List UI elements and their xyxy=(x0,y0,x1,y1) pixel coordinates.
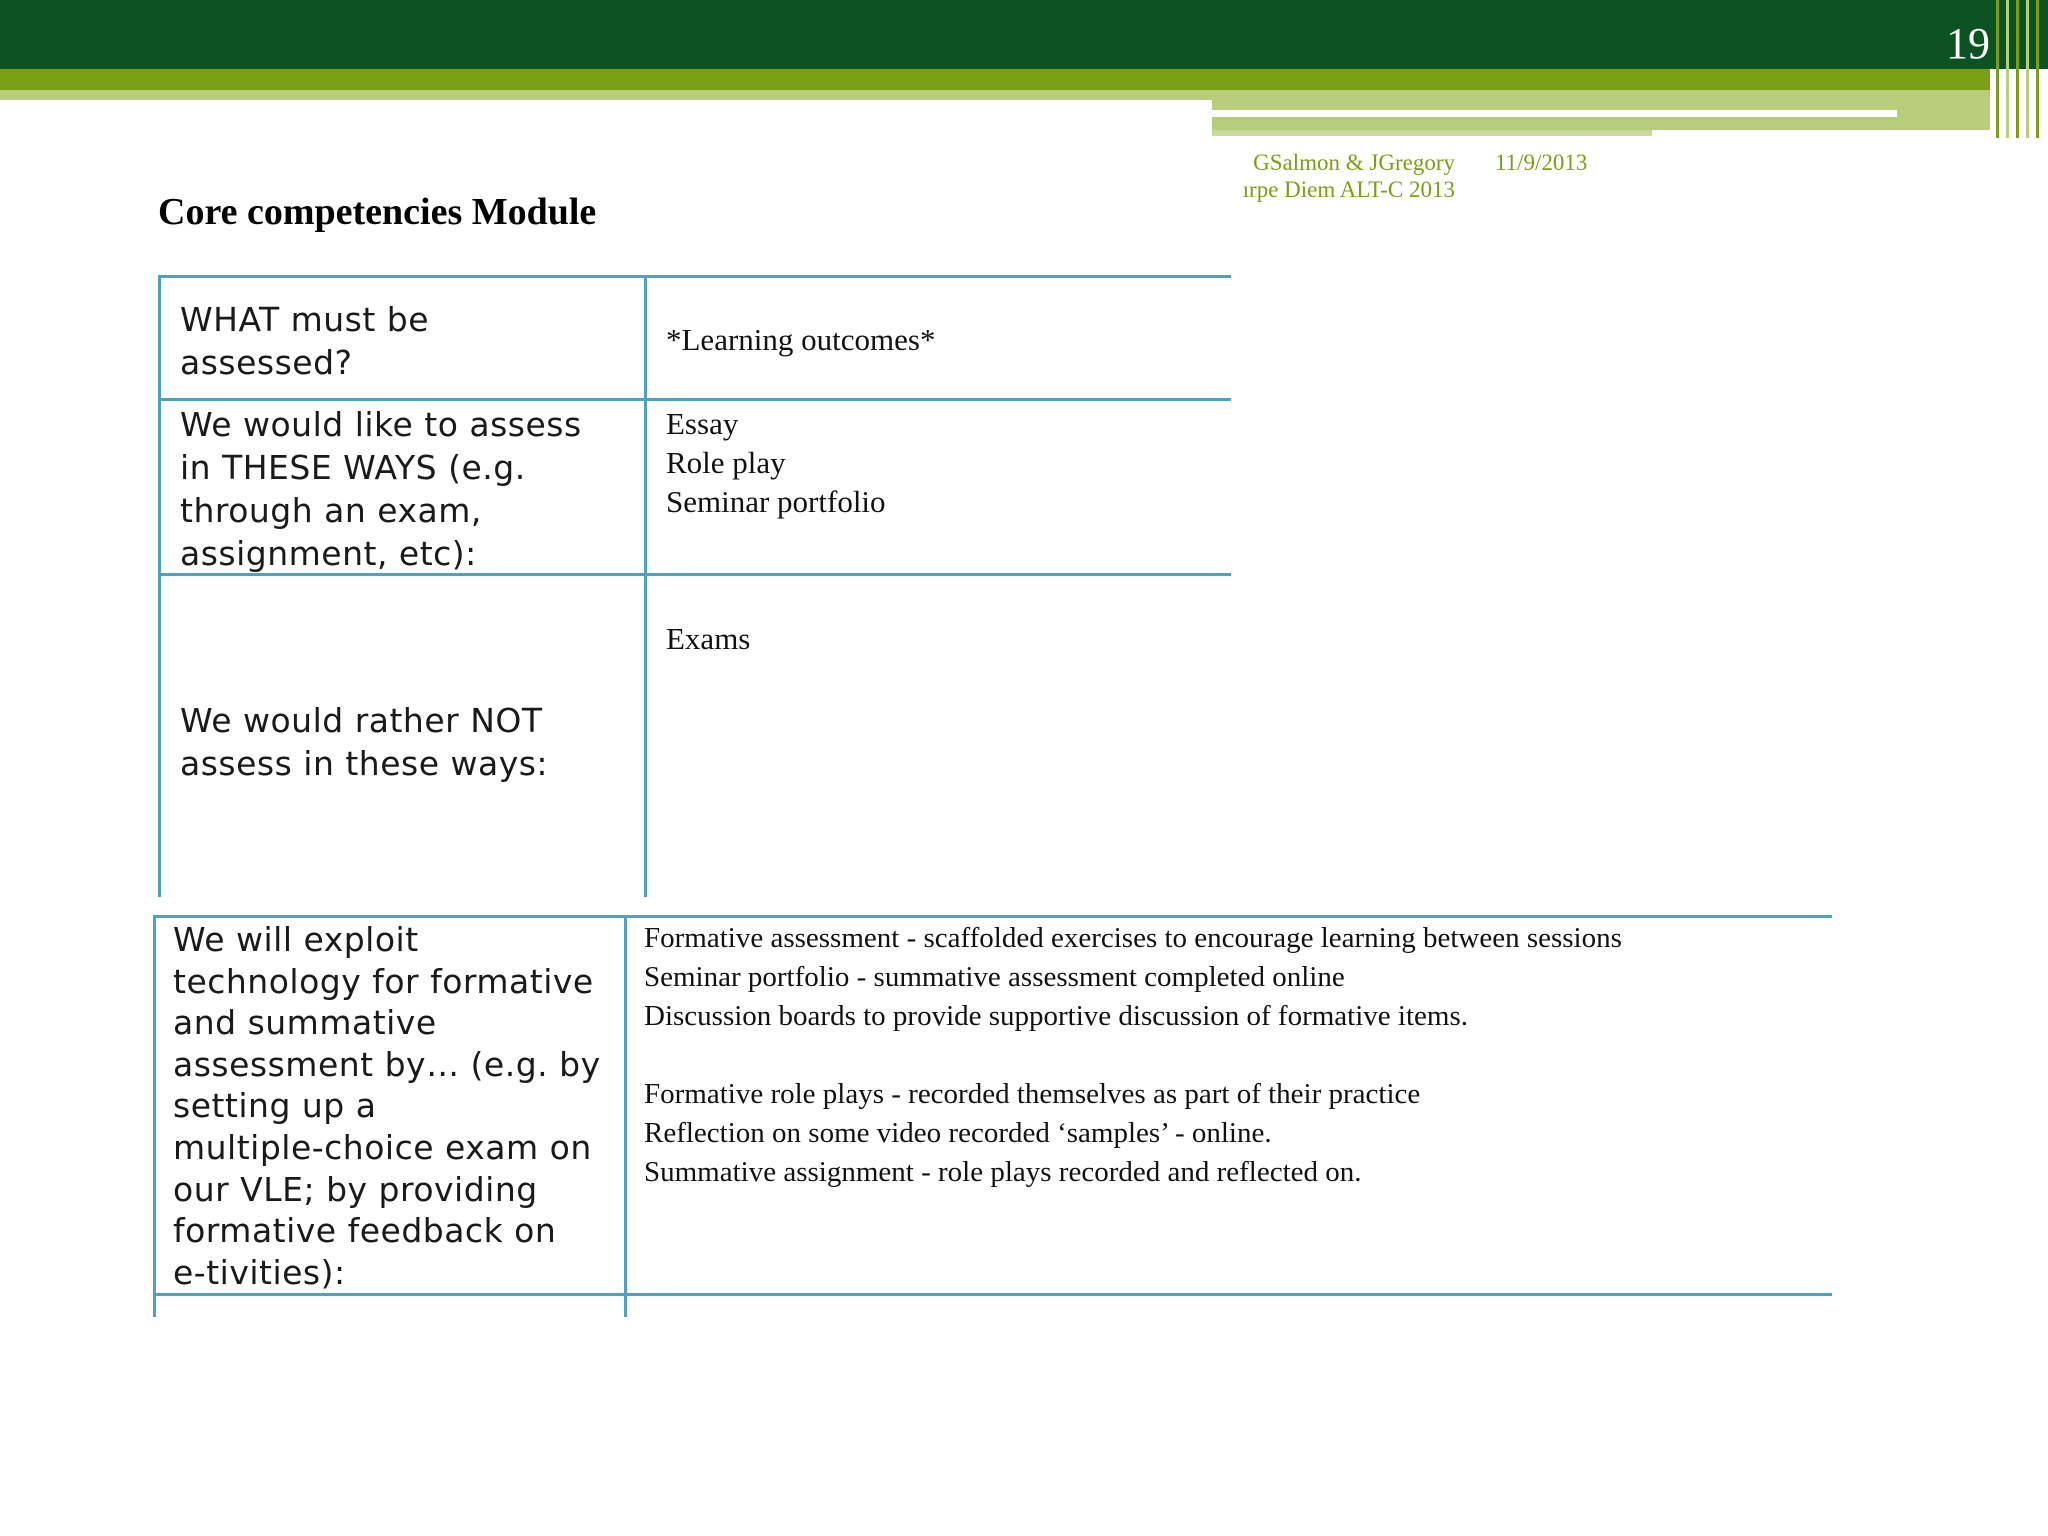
header-bar-light xyxy=(0,90,1212,100)
footer-author: GSalmon & JGregory xyxy=(1253,150,1455,175)
table-border xyxy=(158,275,161,897)
table-border xyxy=(153,1293,1832,1296)
table-border xyxy=(644,275,647,897)
header-stripe xyxy=(2036,0,2039,138)
header-stripe xyxy=(1996,0,1999,138)
table-row-label: We would rather NOT assess in these ways: xyxy=(180,701,549,783)
slide-number: 19 xyxy=(1946,19,1990,68)
header-stripe xyxy=(2016,0,2019,138)
header-stripe xyxy=(2006,0,2009,138)
table-border xyxy=(153,915,156,1317)
header-stripe xyxy=(2026,0,2029,138)
table-row-label: We will exploit technology for formative and summative assessment by… (e.g. by setting up a multiple-choice exam on our VLE; by providing formative feedback on e-tivities): xyxy=(173,920,601,1292)
page-title: Core competencies Module xyxy=(158,191,597,233)
table-border xyxy=(153,915,1832,918)
header-divider-line xyxy=(1212,110,1897,117)
table-border xyxy=(158,398,1231,401)
table-border xyxy=(624,915,627,1317)
footer-date: 11/9/2013 xyxy=(1495,150,1588,175)
header-divider-line-lower xyxy=(1212,130,1652,136)
table-row-label: WHAT must be assessed? xyxy=(180,300,430,382)
header-bar-dark xyxy=(0,0,2048,69)
table-row-content: Essay Role play Seminar portfolio xyxy=(666,406,886,519)
table-row-content: Formative assessment - scaffolded exercises to encourage learning between sessions Seminar portfolio - summative assessment completed online Discussion boards to provide supportive discussion of formative items. Formative role plays - recorded themselves as part of their practice Reflection on some video recorded ‘samples’ - online. Summative assignment - role plays recorded and reflected on. xyxy=(644,922,1622,1188)
table-row-label: We would like to assess in THESE WAYS (e.g. through an exam, assignment, etc): xyxy=(180,405,582,573)
header-bar-mid xyxy=(0,69,1990,90)
footer-event: ırpe Diem ALT-C 2013 xyxy=(1242,177,1455,202)
table-row-content: Exams xyxy=(666,621,751,656)
table-row-content: *Learning outcomes* xyxy=(666,322,936,357)
table-border xyxy=(158,275,1231,278)
